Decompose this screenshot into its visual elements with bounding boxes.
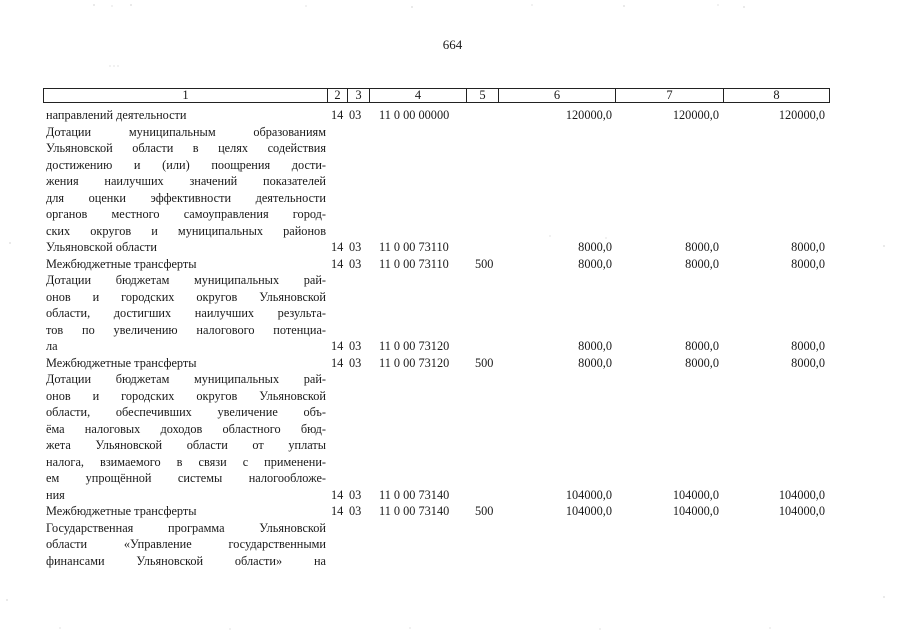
cell-c8: 120000,0 (778, 108, 825, 122)
description-line: онов и городских округов Ульяновской (46, 388, 326, 403)
description-line: жения наилучших значений показателей (46, 174, 326, 188)
description-line: финансами Ульяновской области» на (46, 553, 326, 568)
cell-c2: 14 (331, 108, 344, 122)
description-line: Ульяновской области в целях содействия (46, 141, 326, 155)
cell-c6: 8000,0 (578, 256, 612, 271)
cell-c7: 104000,0 (672, 487, 719, 502)
table-row (0, 256, 905, 273)
cell-c8: 8000,0 (791, 355, 825, 370)
cell-c4: 11 0 00 73110 (379, 240, 449, 254)
description-line: ских округов и муниципальных районов (46, 223, 326, 238)
cell-c6: 8000,0 (578, 240, 612, 254)
cell-c4: 11 0 00 73140 (379, 487, 450, 502)
description-line: области «Управление государственными (46, 537, 326, 551)
cell-c4: 11 0 00 00000 (379, 108, 450, 122)
cell-c4: 11 0 00 73120 (379, 339, 450, 353)
cell-c8: 8000,0 (791, 339, 825, 353)
table-row (0, 239, 905, 256)
cell-c8: 8000,0 (791, 256, 825, 271)
cell-c6: 104000,0 (565, 504, 612, 518)
cell-c2: 14 (331, 487, 344, 502)
description-line: направлений деятельности (46, 108, 187, 122)
cell-c2: 14 (331, 504, 344, 518)
description-line: Дотации бюджетам муниципальных рай- (46, 372, 326, 386)
cell-c6: 8000,0 (578, 339, 612, 353)
description-line: ем упрощённой системы налогообложе- (46, 471, 326, 485)
cell-c5: 500 (475, 256, 494, 271)
cell-c5: 500 (475, 355, 494, 370)
cell-c8: 104000,0 (778, 487, 825, 502)
cell-c5: 500 (475, 504, 494, 518)
cell-c6: 8000,0 (578, 355, 612, 370)
header-col-2: 2 (328, 89, 348, 102)
cell-c3: 03 (349, 504, 362, 518)
cell-c7: 8000,0 (685, 256, 719, 271)
header-col-6: 6 (499, 89, 616, 102)
header-col-4: 4 (370, 89, 467, 102)
description-line: Ульяновской области (46, 240, 157, 254)
cell-c2: 14 (331, 256, 344, 271)
cell-c7: 8000,0 (685, 339, 719, 353)
description-line: ния (46, 487, 65, 502)
table-row (0, 355, 905, 372)
table-row (0, 107, 905, 124)
description-line: для оценки эффективности деятельности (46, 190, 326, 205)
header-col-7: 7 (616, 89, 724, 102)
cell-c2: 14 (331, 339, 344, 353)
cell-c7: 8000,0 (685, 240, 719, 254)
description-line: жета Ульяновской области от уплаты (46, 438, 326, 452)
cell-c3: 03 (349, 355, 362, 370)
page-number: 664 (442, 37, 463, 52)
description-line: Дотации бюджетам муниципальных рай- (46, 273, 326, 287)
description-line: достижению и (или) поощрения дости- (46, 157, 326, 172)
description-line: ёма налоговых доходов областного бюд- (46, 421, 326, 436)
cell-c7: 120000,0 (672, 108, 719, 122)
header-col-5: 5 (467, 89, 499, 102)
description-line: тов по увеличению налогового потенциа- (46, 322, 326, 337)
table-row (0, 338, 905, 355)
cell-c3: 03 (349, 339, 362, 353)
cell-c6: 120000,0 (565, 108, 612, 122)
cell-c4: 11 0 00 73140 (379, 504, 450, 518)
description-line: Межбюджетные трансферты (46, 256, 197, 271)
table-row (0, 487, 905, 504)
description-line: Государственная программа Ульяновской (46, 520, 326, 535)
cell-c7: 104000,0 (672, 504, 719, 518)
cell-c2: 14 (331, 240, 344, 254)
description-line: ла (46, 339, 58, 353)
cell-c7: 8000,0 (685, 355, 719, 370)
description-line: онов и городских округов Ульяновской (46, 289, 326, 304)
cell-c8: 104000,0 (778, 504, 825, 518)
cell-c2: 14 (331, 355, 344, 370)
table-header-row (43, 88, 830, 103)
description-line: налога, взимаемого в связи с применени- (46, 454, 326, 469)
cell-c3: 03 (349, 108, 362, 122)
description-line: области, обеспечивших увеличение объ- (46, 405, 326, 419)
description-line: Межбюджетные трансферты (46, 504, 197, 518)
header-col-8: 8 (773, 88, 780, 102)
header-col-3: 3 (348, 89, 370, 102)
description-line: области, достигших наилучших результа- (46, 306, 326, 320)
cell-c3: 03 (349, 256, 362, 271)
header-col-1: 1 (44, 89, 328, 102)
cell-c3: 03 (349, 240, 362, 254)
cell-c3: 03 (349, 487, 362, 502)
description-line: Дотации муниципальным образованиям (46, 124, 326, 139)
description-line: Межбюджетные трансферты (46, 355, 197, 370)
cell-c8: 8000,0 (791, 240, 825, 254)
cell-c4: 11 0 00 73120 (379, 355, 450, 370)
cell-c6: 104000,0 (565, 487, 612, 502)
description-line: органов местного самоуправления город- (46, 207, 326, 221)
table-row (0, 503, 905, 520)
cell-c4: 11 0 00 73110 (379, 256, 449, 271)
